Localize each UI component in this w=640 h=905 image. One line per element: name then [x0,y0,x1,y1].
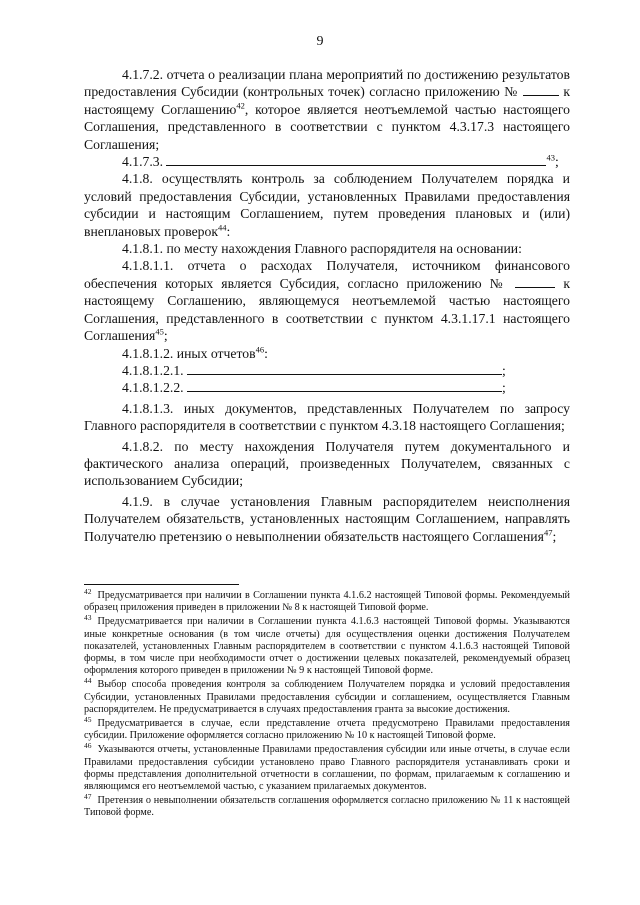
text-segment: 4.1.7.3. [122,154,164,170]
text-segment: 4.1.8. осуществлять контроль за соблюдением Получателем порядка и условий предоставления Субсидии, установленных Правилами предоставления субсидии и настоящим Соглашением, путем проведения плановых и (или) внеплановых проверок [84,171,570,239]
blank-field [187,379,502,392]
footnote-number: 46 [84,741,92,751]
text-segment: к настоящему Соглашению [84,84,570,117]
paragraph-4-1-8-1 [84,240,570,257]
footnote-43 [84,613,570,677]
footnote-42 [84,586,570,614]
paragraph-4-1-8-2 [84,438,570,490]
footnote-separator [84,584,239,585]
footnote-46 [84,741,570,793]
footnote-text: Претензия о невыполнении обязательств соглашения оформляется согласно приложению № 11 к настоящей Типовой форме. [84,795,570,819]
text-segment: , которое является неотъемлемой частью настоящего Соглашения, представленного в соответствии с пунктом 4.3.17.3 настоящего Соглашения; [84,101,570,152]
footnote-ref-44: 44 [218,222,227,233]
text-segment: 4.1.8.1.1. отчета о расходах Получателя, источником финансового обеспечения которых является Субсидия, согласно приложению № [84,258,570,291]
footnote-ref-43: 43 [546,152,555,163]
footnote-number: 45 [84,714,92,724]
text-segment: ; [554,154,559,170]
paragraph-4-1-8-1-2 [84,345,570,362]
text-segment: 4.1.8.1.2.1. [122,362,184,378]
footnote-text: Выбор способа проведения контроля за соблюдением Получателем порядка и условий предоставления Субсидии, установленных Правилами предоставления субсидии и соглашением, осуществляется Главным распорядителем. Не предусматривается в случаях предоставления гранта за высокие достижения. [84,679,570,715]
paragraph-4-1-9 [84,493,570,545]
footnote-number: 43 [84,613,92,623]
footnote-text: Предусматривается при наличии в Соглашении пункта 4.1.6.2 настоящей Типовой формы. Рекомендуемый образец приложения приведен в приложении № 8 к настоящей Типовой форме. [84,590,570,614]
blank-field [166,153,546,166]
footnote-47 [84,791,570,819]
blank-field [523,83,559,96]
paragraph-4-1-7-3 [84,153,570,170]
blank-field [515,275,555,288]
page-number: 9 [316,34,324,49]
text-segment: 4.1.8.2. по месту нахождения Получателя путем документального и фактического анализа операций, произведенных Получателем, связанных с использованием Субсидии; [84,438,570,489]
footnote-text: Предусматривается при наличии в Соглашении пункта 4.1.6.3 настоящей Типовой формы. Указываются иные конкретные основания (в том числе отчеты) для осуществления оценки достижения Получателем показателей, установленных Главным распорядителем в соответствии с пунктом 4.1.6.3 настоящей Типовой формы, в том числе при необходимости отчет о достижении целевых показателей, рекомендуемый образец оформления которого приведен в приложении № 9 к настоящей Типовой форме. [84,616,570,677]
text-segment: к настоящему Соглашению, являющемуся неотъемлемой частью настоящего Соглашения, представленного в соответствии с пунктом 4.3.1.17.1 настоящего Соглашения [84,275,571,344]
text-segment: ; [502,380,506,396]
footnote-text: Предусматривается в случае, если представление отчета предусмотрено Правилами предоставления субсидии. Приложение оформляется согласно приложению № 10 к настоящей Типовой форме. [84,718,570,742]
text-segment: : [226,223,231,239]
footnote-45 [84,714,570,742]
footnote-number: 44 [84,676,92,686]
text-segment: : [264,345,268,361]
paragraph-4-1-8-1-2-2 [84,379,570,396]
footnote-44 [84,676,570,716]
paragraph-4-1-8-1-2-1 [84,362,570,379]
footnotes [84,586,570,822]
document-body [84,66,570,545]
text-segment: ; [163,328,168,344]
text-segment: 4.1.8.1.3. иных документов, представленных Получателем по запросу Главного распорядителя в соответствии с пунктом 4.3.18 настоящего Соглашения; [84,400,570,434]
footnote-ref-46: 46 [255,343,265,354]
footnote-ref-47: 47 [543,527,553,537]
footnote-text: Указываются отчеты, установленные Правилами предоставления субсидии или иные отчеты, в случае если Правилами предоставления субсидии установлено право Главного распорядителя устанавливать сроки и формы представления дополнительной отчетности в соглашении, по формам, прилагаемым к соглашению и являющимся его неотъемлемой частью, с указанием прилагаемых документов. [84,744,570,793]
text-segment: ; [502,362,506,378]
text-segment: 4.1.8.1. по месту нахождения Главного распорядителя на основании: [122,241,522,257]
text-segment: 4.1.8.1.2. иных отчетов [122,345,256,361]
paragraph-4-1-8 [84,170,570,240]
paragraph-4-1-8-1-1 [84,257,570,344]
blank-field [187,362,502,375]
footnote-ref-42: 42 [236,100,245,111]
footnote-ref-45: 45 [155,326,164,337]
text-segment: 4.1.7.2. отчета о реализации плана мероприятий по достижению результатов предоставления Субсидии (контрольных точек) согласно приложению № [84,67,570,100]
footnote-number: 42 [84,586,92,596]
text-segment: ; [552,528,557,544]
paragraph-4-1-7-2 [84,66,570,153]
footnote-number: 47 [84,791,92,801]
paragraph-4-1-8-1-3 [84,400,570,435]
text-segment: 4.1.8.1.2.2. [122,380,184,396]
text-segment: 4.1.9. в случае установления Главным распорядителем неисполнения Получателем обязательств, установленных настоящим Соглашением, направлять Получателю претензию о невыполнении обязательств настоящего Соглашения [84,493,570,544]
